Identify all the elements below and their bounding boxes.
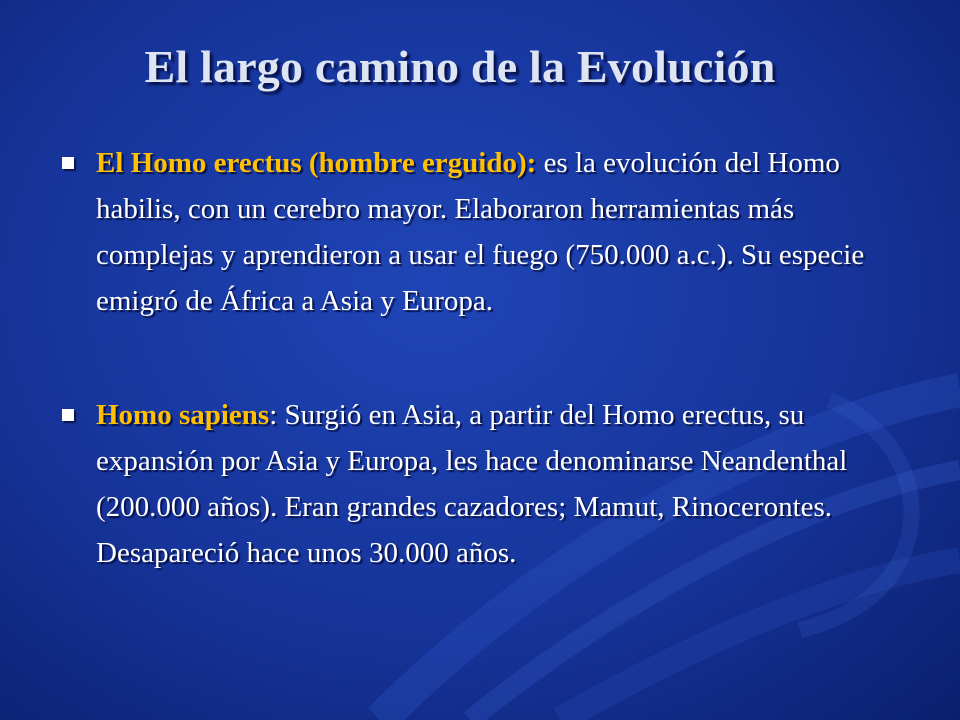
square-bullet-icon — [62, 157, 74, 169]
bullet-text: es la evolución del Homo habilis, con un cerebro mayor. Elaboraron herramientas más complejas y aprendieron a usar el fuego (750.000 a.c.). Su especie emigró de África a Asia y Europa. — [96, 147, 865, 317]
bullet-item-homo-erectus — [60, 140, 900, 324]
bullet-term: Homo sapiens — [96, 399, 270, 431]
bullet-text: Surgió en Asia, a partir del Homo erectus, su expansión por Asia y Europa, les hace denominarse Neandenthal (200.000 años). Eran grandes cazadores; Mamut, Rinocerontes. Desapareció hace unos 30.000 años. — [96, 399, 848, 569]
bullet-term: El Homo erectus (hombre erguido): — [96, 147, 537, 179]
square-bullet-icon — [62, 409, 74, 421]
bullet-item-homo-sapiens — [60, 392, 900, 576]
bullet-list — [60, 140, 900, 576]
bullet-separator: : — [269, 399, 278, 431]
slide-title: El largo camino de la Evolución — [144, 41, 776, 92]
